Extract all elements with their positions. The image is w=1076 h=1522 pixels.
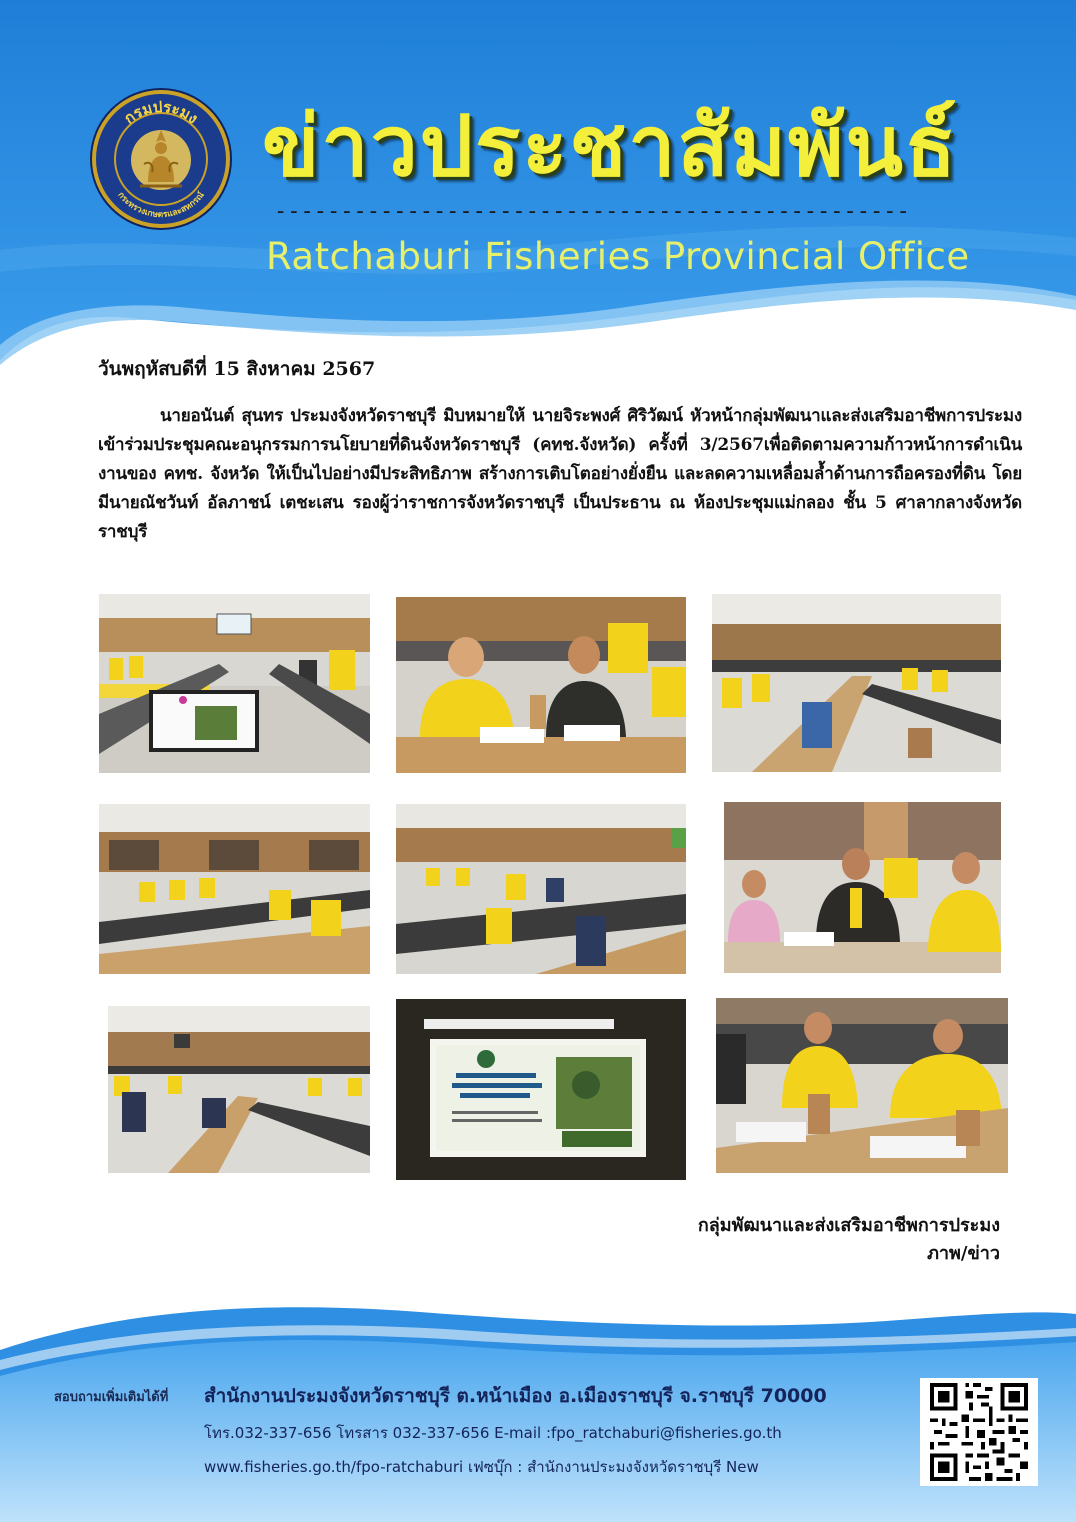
department-of-fisheries-logo	[92, 90, 230, 228]
meeting-photo	[396, 597, 686, 773]
qr-code-icon[interactable]	[920, 1378, 1038, 1486]
meeting-photo	[396, 804, 686, 974]
footer-office-address: สำนักงานประมงจังหวัดราชบุรี ต.หน้าเมือง อ.เมืองราชบุรี จ.ราชบุรี 70000	[204, 1385, 827, 1407]
meeting-photo	[99, 804, 370, 974]
meeting-photo	[108, 1006, 370, 1173]
title-divider: ------------------------------------------------	[274, 204, 910, 220]
credit-department: กลุ่มพัฒนาและส่งเสริมอาชีพการประมง	[697, 1215, 1000, 1236]
logo-text-top: กรมประมง	[120, 97, 202, 128]
footer-ask-label: สอบถามเพิ่มเติมได้ที่	[54, 1390, 169, 1405]
footer-website: www.fisheries.go.th/fpo-ratchaburi เฟซบุ๊ก : สำนักงานประมงจังหวัดราชบุรี New	[204, 1458, 759, 1476]
news-body: นายอนันต์ สุนทร ประมงจังหวัดราชบุรี มิบหมายให้ นายจิระพงศ์ ศิริวัฒน์ หัวหน้ากลุ่มพัฒนาและส่งเสริมอาชีพการประมง เข้าร่วมประชุมคณะอนุกรรมการนโยบายที่ดินจังหวัดราชบุรี (คทช.จังหวัด) ครั้งที่ 3/2567เพื่อติดตามความก้าวหน้าการดำเนินงานของ คทช. จังหวัด ให้เป็นไปอย่างมีประสิทธิภาพ สร้างการเติบโตอย่างยั่งยืน และลดความเหลื่อมล้ำด้านการถือครองที่ดิน โดยมีนายณัชวันท์ อัลภาชน์ เตชะเสน รองผู้ว่าราชการจังหวัดราชบุรี เป็นประธาน ณ ห้องประชุมแม่กลอง ชั้น 5 ศาลากลางจังหวัดราชบุรี	[98, 406, 1022, 542]
meeting-photo	[712, 594, 1001, 772]
meeting-photo	[396, 999, 686, 1180]
meeting-photo	[724, 802, 1001, 973]
footer-contact: โทร.032-337-656 โทรสาร 032-337-656 E-mail :fpo_ratchaburi@fisheries.go.th	[204, 1424, 782, 1442]
news-date: วันพฤหัสบดีที่ 15 สิงหาคม 2567	[98, 358, 376, 380]
meeting-photo	[99, 594, 370, 773]
logo-text-bottom: กระทรวงเกษตรและสหกรณ์	[115, 190, 207, 221]
page-title-thai: ข่าวประชาสัมพันธ์	[262, 97, 959, 195]
page-title-english: Ratchaburi Fisheries Provincial Office	[266, 235, 970, 278]
credit-role: ภาพ/ข่าว	[927, 1243, 1000, 1264]
deity-emblem-icon	[130, 124, 192, 196]
meeting-photo	[716, 998, 1008, 1173]
